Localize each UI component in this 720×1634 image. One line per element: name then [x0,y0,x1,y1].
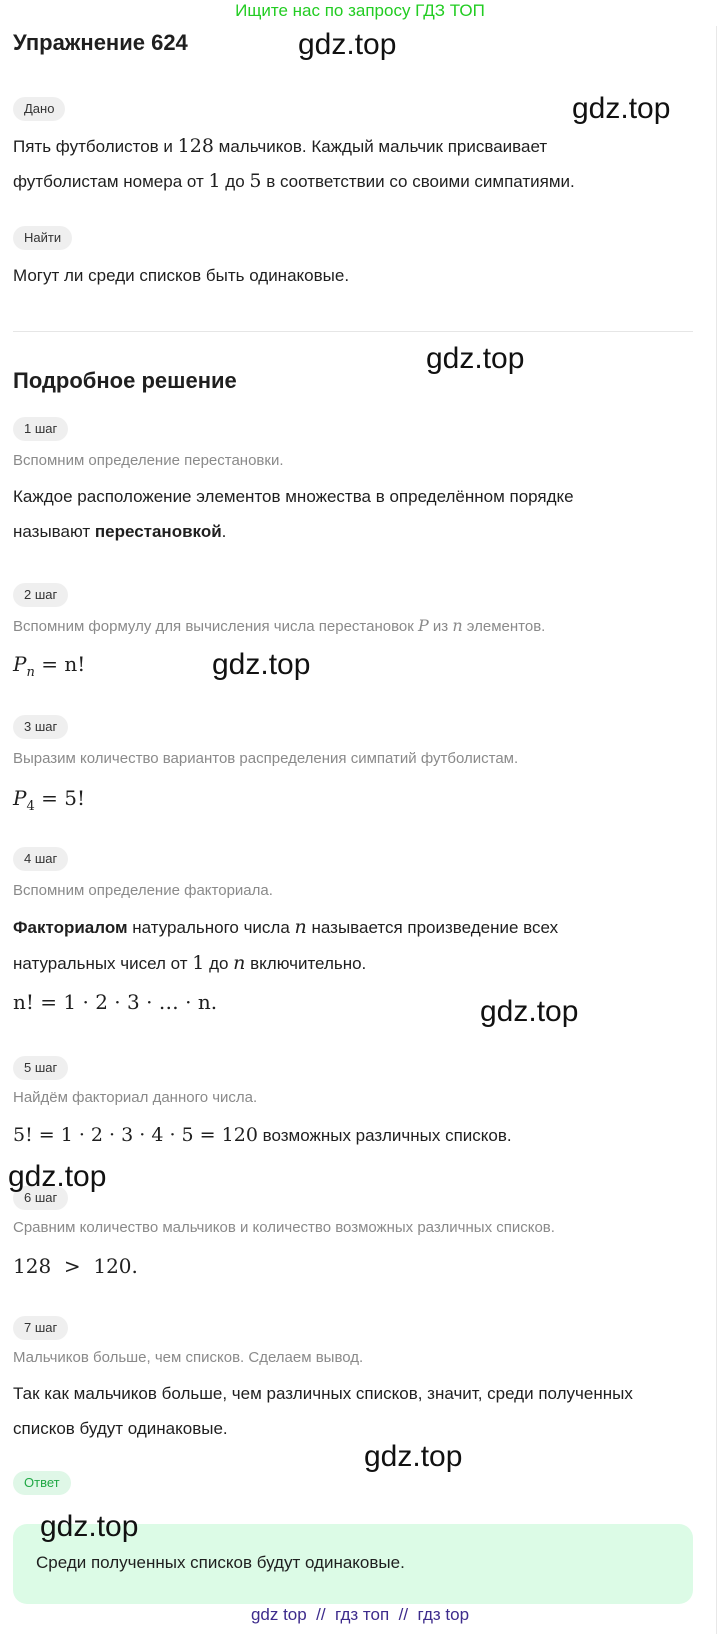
step-5-chip: 5 шаг [13,1056,68,1080]
answer-text: Среди полученных списков будут одинаковые. [36,1553,405,1572]
solution-title: Подробное решение [13,368,237,393]
step-2-hint: Вспомним формулу для вычисления числа перестановок P из n элементов. [13,616,546,635]
step-7-hint: Мальчиков больше, чем списков. Сделаем вывод. [13,1349,364,1366]
watermark: gdz.top [480,995,579,1028]
exercise-title: Упражнение 624 [13,30,188,55]
step-3-formula: $P_4 = 5$! [13,786,85,814]
right-border [716,26,717,1634]
step-1-line-1: Каждое расположение элементов множества в определённом порядке [13,487,574,506]
step-5-hint: Найдём факториал данного числа. [13,1089,258,1106]
answer-chip: Ответ [13,1471,71,1495]
step-3-hint: Выразим количество вариантов распределения симпатий футболистам. [13,750,519,767]
watermark: gdz.top [426,342,525,375]
step-7-chip: 7 шаг [13,1316,68,1340]
watermark: gdz.top [572,92,671,125]
step-6-hint: Сравним количество мальчиков и количество возможных различных списков. [13,1219,555,1236]
step-4-line-2: натуральных чисел от 1 до n включительно. [13,952,367,974]
step-2-chip: 2 шаг [13,583,68,607]
step-4-line-1: Факториалом натурального числа n называется произведение всех [13,916,559,938]
watermark: gdz.top [212,648,311,681]
given-chip: Дано [13,97,65,121]
watermark: gdz.top [8,1160,107,1193]
footer-links[interactable]: gdz top // гдз топ // гдз top [250,1605,470,1624]
section-divider [13,331,693,332]
watermark: gdz.top [364,1440,463,1473]
step-4-chip: 4 шаг [13,847,68,871]
step-7-line-2: списков будут одинаковые. [13,1419,228,1438]
step-6-formula: 128 > 120. [13,1254,138,1278]
step-3-chip: 3 шаг [13,715,68,739]
step-1-chip: 1 шаг [13,417,68,441]
step-7-line-1: Так как мальчиков больше, чем различных списков, значит, среди полученных [13,1384,633,1403]
watermark: gdz.top [40,1510,139,1543]
step-4-formula: n! = 1 · 2 · 3 · … · n. [13,990,218,1014]
find-text: Могут ли среди списков быть одинаковые. [13,266,350,285]
given-line-2: футболистам номера от 1 до 5 в соответствии со своими симпатиями. [13,170,575,192]
step-5-line: 5! = 1 · 2 · 3 · 4 · 5 = 120 возможных различных списков. [13,1124,512,1146]
given-line-1: Пять футболистов и 128 мальчиков. Каждый мальчик присваивает [13,135,548,157]
search-banner: Ищите нас по запросу ГДЗ ТОП [235,1,485,20]
step-2-formula: $P_n = n$! [13,652,86,680]
step-4-hint: Вспомним определение факториала. [13,882,273,899]
find-chip: Найти [13,226,72,250]
step-6-chip: 6 шаг [13,1186,68,1210]
watermark: gdz.top [298,28,397,61]
step-1-hint: Вспомним определение перестановки. [13,452,284,469]
step-1-line-2: называют перестановкой. [13,522,227,541]
